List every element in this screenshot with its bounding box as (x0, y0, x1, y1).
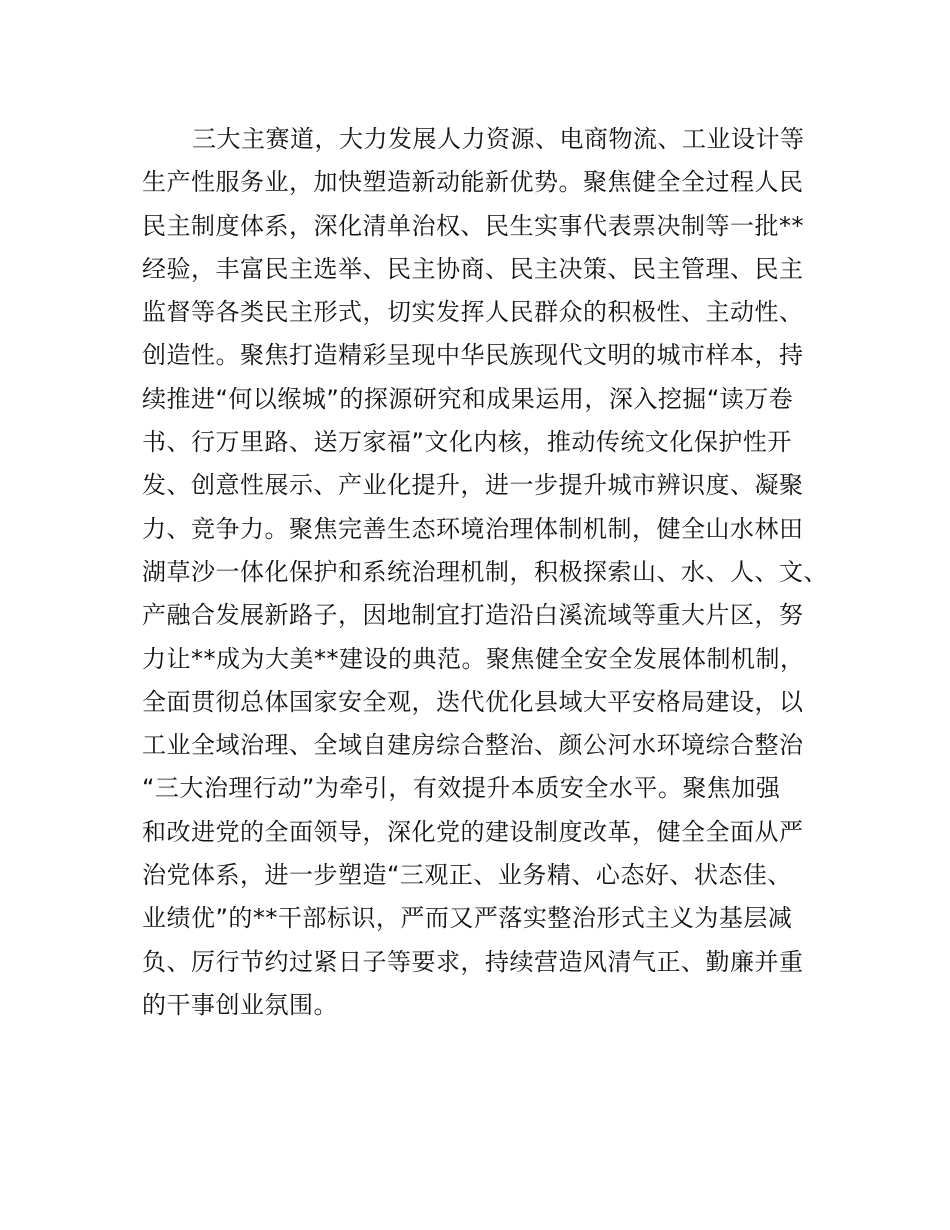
text-line: 创造性。聚焦打造精彩呈现中华民族现代文明的城市样本，持 (142, 341, 804, 370)
text-line: 监督等各类民主形式，切实发挥人民群众的积极性、主动性、 (142, 298, 804, 327)
text-line: 的干事创业氛围。 (142, 990, 338, 1019)
text-line: “三大治理行动”为牵引，有效提升本质安全水平。聚焦加强 (142, 774, 781, 803)
text-line: 工业全域治理、全域自建房综合整治、颜公河水环境综合整治 (142, 731, 804, 760)
text-line: 湖草沙一体化保护和系统治理机制，积极探索山、水、人、文、 (142, 557, 828, 586)
text-line: 经验，丰富民主选举、民主协商、民主决策、民主管理、民主 (142, 254, 804, 283)
text-line: 和改进党的全面领导，深化党的建设制度改革，健全全面从严 (142, 817, 804, 846)
text-line: 力让**成为大美**建设的典范。聚焦健全安全发展体制机制， (142, 644, 805, 673)
text-line: 发、创意性展示、产业化提升，进一步提升城市辨识度、凝聚 (142, 471, 804, 500)
text-line: 三大主赛道，大力发展人力资源、电商物流、工业设计等 (192, 125, 805, 153)
text-line: 力、竞争力。聚焦完善生态环境治理体制机制，健全山水林田 (142, 514, 804, 543)
text-line: 治党体系，进一步塑造“三观正、业务精、心态好、状态佳、 (142, 861, 792, 890)
text-line: 负、厉行节约过紧日子等要求，持续营造风清气正、勤廉并重 (142, 947, 804, 976)
text-line: 续推进“何以缑城”的探源研究和成果运用，深入挖掘“读万卷 (142, 384, 794, 413)
text-line: 产融合发展新路子，因地制宜打造沿白溪流域等重大片区，努 (142, 601, 804, 630)
text-line: 全面贯彻总体国家安全观，迭代优化县域大平安格局建设，以 (142, 687, 804, 716)
text-line: 民主制度体系，深化清单治权、民生实事代表票决制等一批** (142, 211, 804, 240)
text-line: 生产性服务业，加快塑造新动能新优势。聚焦健全全过程人民 (142, 168, 804, 197)
text-line: 书、行万里路、送万家福”文化内核，推动传统文化保护性开 (142, 428, 792, 457)
body-paragraph (142, 118, 832, 1027)
text-line: 业绩优”的**干部标识，严而又严落实整治形式主义为基层减 (142, 904, 793, 933)
